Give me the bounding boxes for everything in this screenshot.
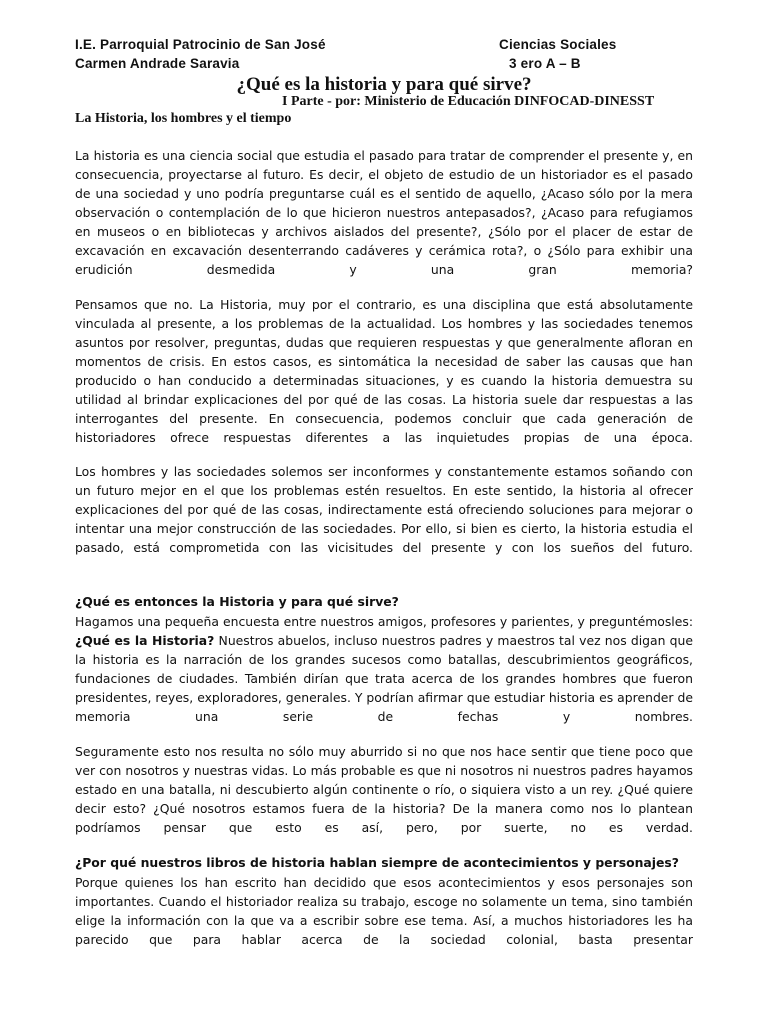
document-title: ¿Qué es la historia y para qué sirve?: [236, 74, 532, 95]
paragraph-3: Los hombres y las sociedades solemos ser inconformes y constantemente estamos soñando con un futuro mejor en el que los problemas estén resueltos. En este sentido, la historia al ofrecer explicaciones del por qué de las cosas, indirectamente está ofreciendo soluciones para mejorar o intentar una mejor construcción de las sociedades. Por ello, si bien es cierto, la historia estudia el pasado, está comprometida con las vicisitudes del presente y con los sueños del futuro.: [75, 464, 693, 555]
section-heading: La Historia, los hombres y el tiempo: [75, 111, 292, 126]
paragraph-1: La historia es una ciencia social que estudia el pasado para tratar de comprender el presente y, en consecuencia, proyectarse al futuro. Es decir, el objeto de estudio de un historiador es el pasado de una sociedad y uno podría preguntarse cuál es el sentido de aquello, ¿Acaso sólo por la mera observación o contemplación de lo que hicieron nuestros antepasados?, ¿Acaso para refugiamos en museos o en bibliotecas y archivos aislados del presente?, ¿Sólo por el placer de estar de excavación en excavación desenterrando cadáveres y cerámica rota?, o ¿Sólo para exhibir una erudición desmedida y una gran memoria?: [75, 148, 693, 277]
school-name: I.E. Parroquial Patrocinio de San José: [75, 37, 326, 52]
paragraph-4: [75, 612, 693, 726]
byline: I Parte - por: Ministerio de Educación DINFOCAD-DINESST: [282, 94, 655, 109]
paragraph-4-start: Hagamos una pequeña encuesta entre nuestros amigos, profesores y parientes, y preguntémosles:: [75, 614, 693, 629]
paragraph-5: Seguramente esto nos resulta no sólo muy aburrido si no que nos hace sentir que tiene poco que ver con nosotros y nuestras vidas. Lo más probable es que ni nosotros ni nuestros padres hayamos estado en una batalla, ni descubierto algún continente o río, o siquiera visto a un rey. ¿Qué quiere decir esto? ¿Qué nosotros estamos fuera de la historia? De la manera como nos lo plantean podríamos pensar que esto es así, pero, por suerte, no es verdad.: [75, 744, 693, 835]
paragraph-4-bold: ¿Qué es la Historia?: [75, 633, 215, 648]
subheading-2: ¿Por qué nuestros libros de historia hablan siempre de acontecimientos y personajes?: [75, 855, 679, 870]
subheading-1: ¿Qué es entonces la Historia y para qué sirve?: [75, 594, 399, 609]
paragraph-2: Pensamos que no. La Historia, muy por el contrario, es una disciplina que está absolutamente vinculada al presente, a los problemas de la actualidad. Los hombres y las sociedades tenemos asuntos por resolver, preguntas, dudas que requieren respuestas y que generalmente afloran en momentos de crisis. En estos casos, es sintomática la necesidad de saber las causas que han producido o han conducido a determinadas situaciones, y es cuando la historia demuestra su utilidad al brindar explicaciones del por qué de las cosas. La historia suele dar respuestas a las interrogantes del presente. En consecuencia, podemos concluir que cada generación de historiadores ofrece respuestas diferentes a las inquietudes propias de una época.: [75, 297, 693, 445]
grade-label: 3 ero A – B: [509, 56, 581, 71]
teacher-name: Carmen Andrade Saravia: [75, 56, 240, 71]
subject-name: Ciencias Sociales: [499, 37, 617, 52]
paragraph-6: Porque quienes los han escrito han decidido que esos acontecimientos y esos personajes son importantes. Cuando el historiador realiza su trabajo, escoge no solamente un tema, sino también elige la información con la que va a escribir sobre ese tema. Así, a muchos historiadores les ha parecido que para hablar acerca de la sociedad colonial, basta presentar: [75, 875, 693, 947]
paragraph-4-end: Nuestros abuelos, incluso nuestros padres y maestros tal vez nos digan que la historia es la narración de los grandes sucesos como batallas, descubrimientos geográficos, fundaciones de ciudades. También dirían que trata acerca de los grandes hombres que fueron presidentes, reyes, exploradores, generales. Y podrían afirmar que estudiar historia es aprender de memoria una serie de fechas y nombres.: [75, 633, 693, 724]
